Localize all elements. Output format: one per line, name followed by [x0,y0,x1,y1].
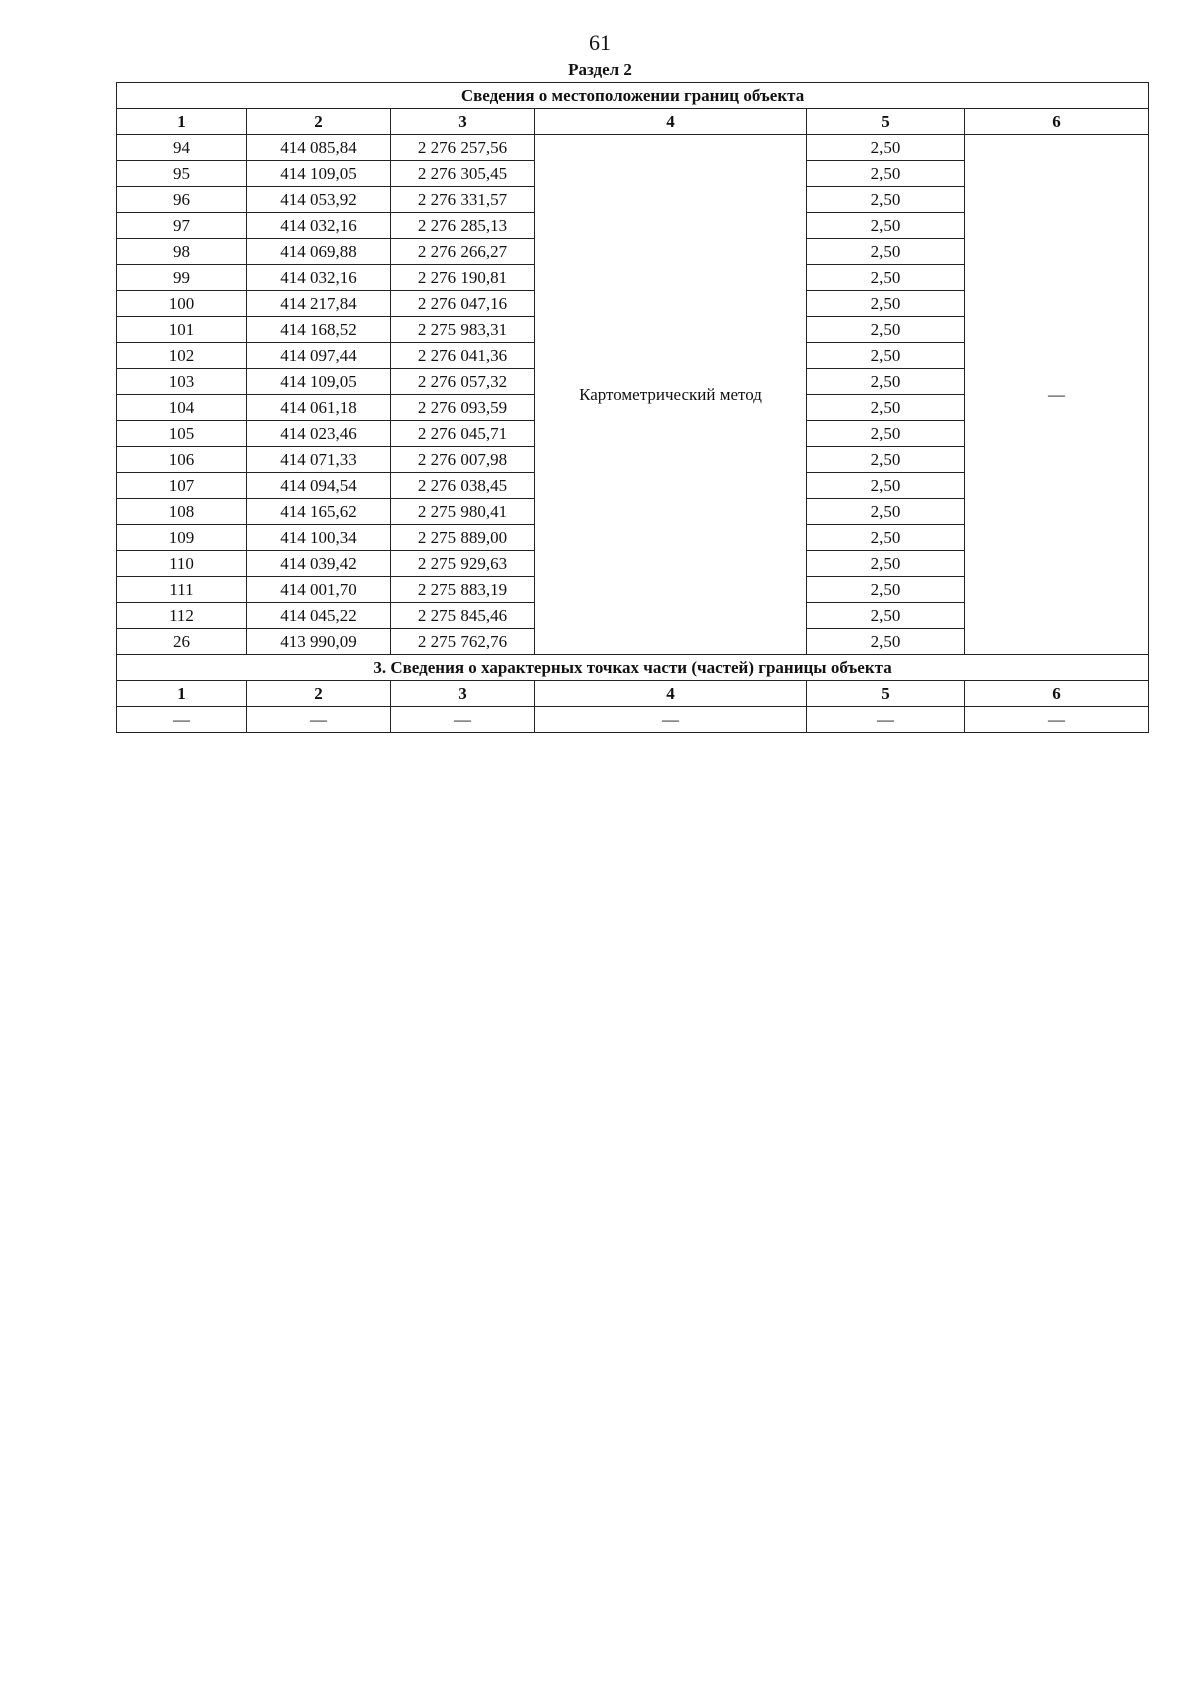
x-coordinate-cell: 414 085,84 [247,135,391,161]
accuracy-cell: 2,50 [807,395,965,421]
x-coordinate-cell: 413 990,09 [247,629,391,655]
x-coordinate-cell: 414 039,42 [247,551,391,577]
accuracy-cell: 2,50 [807,577,965,603]
accuracy-cell: 2,50 [807,369,965,395]
column-header: 4 [535,109,807,135]
section3-empty-cell: — [965,707,1149,733]
boundary-table [116,82,1149,733]
y-coordinate-cell: 2 276 038,45 [391,473,535,499]
x-coordinate-cell: 414 053,92 [247,187,391,213]
point-number-cell: 105 [117,421,247,447]
point-number-cell: 103 [117,369,247,395]
accuracy-cell: 2,50 [807,187,965,213]
section3-empty-cell: — [247,707,391,733]
accuracy-cell: 2,50 [807,343,965,369]
column-header: 6 [965,109,1149,135]
accuracy-cell: 2,50 [807,291,965,317]
y-coordinate-cell: 2 276 305,45 [391,161,535,187]
point-number-cell: 111 [117,577,247,603]
description-cell: — [965,135,1149,655]
x-coordinate-cell: 414 032,16 [247,213,391,239]
point-number-cell: 96 [117,187,247,213]
y-coordinate-cell: 2 275 883,19 [391,577,535,603]
point-number-cell: 94 [117,135,247,161]
x-coordinate-cell: 414 045,22 [247,603,391,629]
column-header: 5 [807,109,965,135]
point-number-cell: 104 [117,395,247,421]
accuracy-cell: 2,50 [807,265,965,291]
section3-column-header: 6 [965,681,1149,707]
x-coordinate-cell: 414 061,18 [247,395,391,421]
y-coordinate-cell: 2 276 257,56 [391,135,535,161]
y-coordinate-cell: 2 276 057,32 [391,369,535,395]
x-coordinate-cell: 414 109,05 [247,369,391,395]
point-number-cell: 110 [117,551,247,577]
point-number-cell: 100 [117,291,247,317]
section3-empty-cell: — [535,707,807,733]
section3-empty-cell: — [391,707,535,733]
x-coordinate-cell: 414 032,16 [247,265,391,291]
y-coordinate-cell: 2 275 983,31 [391,317,535,343]
column-header: 3 [391,109,535,135]
page-number: 61 [589,30,611,55]
y-coordinate-cell: 2 275 762,76 [391,629,535,655]
section3-empty-cell: — [807,707,965,733]
point-number-cell: 26 [117,629,247,655]
point-number-cell: 106 [117,447,247,473]
section3-column-header: 3 [391,681,535,707]
point-number-cell: 101 [117,317,247,343]
point-number-cell: 108 [117,499,247,525]
accuracy-cell: 2,50 [807,421,965,447]
accuracy-cell: 2,50 [807,525,965,551]
y-coordinate-cell: 2 276 047,16 [391,291,535,317]
section3-column-header: 4 [535,681,807,707]
y-coordinate-cell: 2 276 190,81 [391,265,535,291]
point-number-cell: 109 [117,525,247,551]
y-coordinate-cell: 2 276 041,36 [391,343,535,369]
x-coordinate-cell: 414 109,05 [247,161,391,187]
table-title: Сведения о местоположении границ объекта [117,83,1149,109]
x-coordinate-cell: 414 069,88 [247,239,391,265]
point-number-cell: 112 [117,603,247,629]
y-coordinate-cell: 2 275 980,41 [391,499,535,525]
accuracy-cell: 2,50 [807,603,965,629]
point-number-cell: 107 [117,473,247,499]
table-row [117,135,1149,161]
point-number-cell: 97 [117,213,247,239]
x-coordinate-cell: 414 165,62 [247,499,391,525]
x-coordinate-cell: 414 217,84 [247,291,391,317]
point-number-cell: 98 [117,239,247,265]
x-coordinate-cell: 414 097,44 [247,343,391,369]
y-coordinate-cell: 2 276 285,13 [391,213,535,239]
accuracy-cell: 2,50 [807,473,965,499]
point-number-cell: 102 [117,343,247,369]
x-coordinate-cell: 414 094,54 [247,473,391,499]
point-number-cell: 95 [117,161,247,187]
y-coordinate-cell: 2 275 889,00 [391,525,535,551]
accuracy-cell: 2,50 [807,213,965,239]
section3-column-header: 5 [807,681,965,707]
accuracy-cell: 2,50 [807,135,965,161]
accuracy-cell: 2,50 [807,499,965,525]
section3-title: 3. Сведения о характерных точках части (частей) границы объекта [117,655,1149,681]
section3-column-header: 1 [117,681,247,707]
x-coordinate-cell: 414 100,34 [247,525,391,551]
column-header: 1 [117,109,247,135]
accuracy-cell: 2,50 [807,239,965,265]
y-coordinate-cell: 2 276 045,71 [391,421,535,447]
y-coordinate-cell: 2 276 331,57 [391,187,535,213]
y-coordinate-cell: 2 276 007,98 [391,447,535,473]
accuracy-cell: 2,50 [807,447,965,473]
y-coordinate-cell: 2 275 845,46 [391,603,535,629]
y-coordinate-cell: 2 276 266,27 [391,239,535,265]
accuracy-cell: 2,50 [807,317,965,343]
point-number-cell: 99 [117,265,247,291]
section3-column-header: 2 [247,681,391,707]
section3-empty-cell: — [117,707,247,733]
column-header: 2 [247,109,391,135]
accuracy-cell: 2,50 [807,629,965,655]
x-coordinate-cell: 414 023,46 [247,421,391,447]
accuracy-cell: 2,50 [807,551,965,577]
y-coordinate-cell: 2 275 929,63 [391,551,535,577]
section-title: Раздел 2 [568,60,632,79]
x-coordinate-cell: 414 071,33 [247,447,391,473]
method-cell: Картометрический метод [535,135,807,655]
x-coordinate-cell: 414 168,52 [247,317,391,343]
y-coordinate-cell: 2 276 093,59 [391,395,535,421]
x-coordinate-cell: 414 001,70 [247,577,391,603]
table-row [117,707,1149,733]
accuracy-cell: 2,50 [807,161,965,187]
